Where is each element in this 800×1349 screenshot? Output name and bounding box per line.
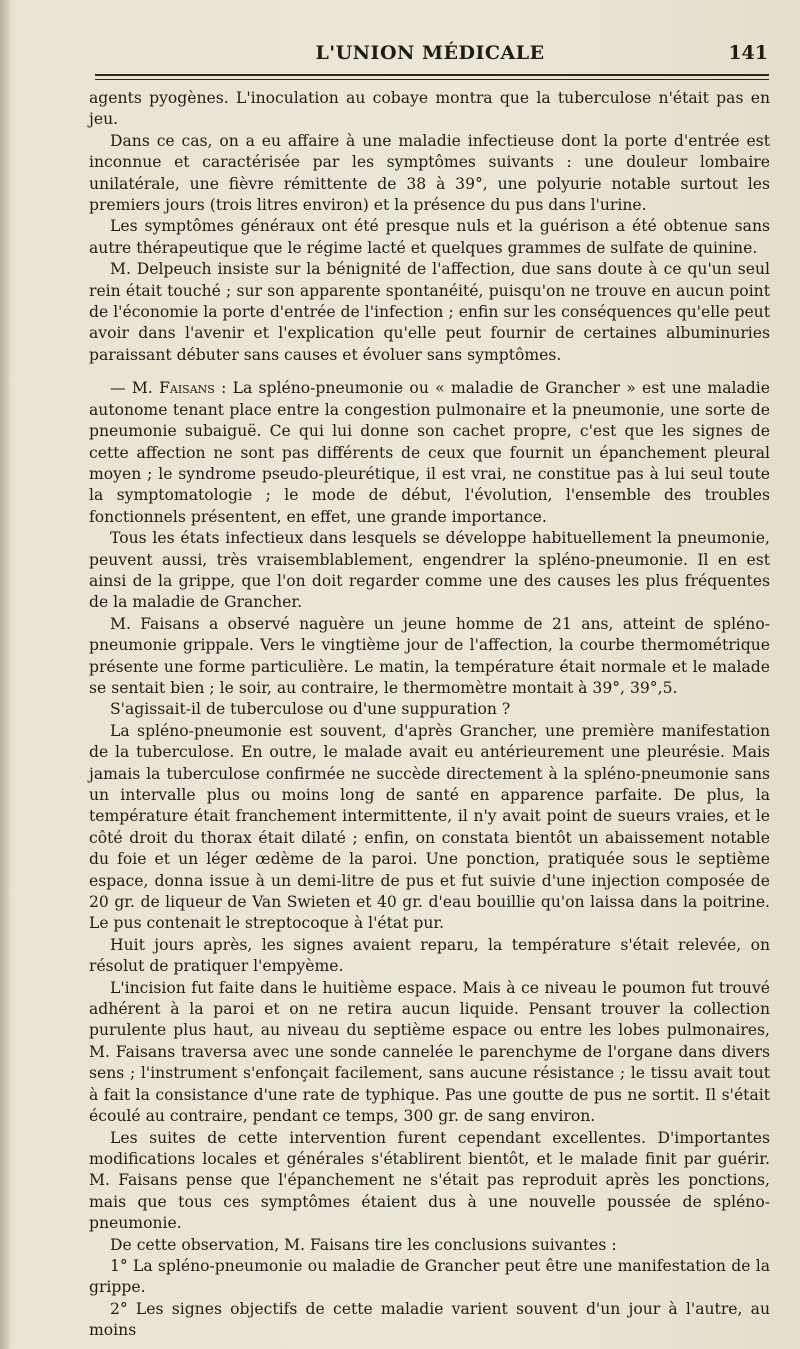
paragraph: Tous les états infectieux dans lesquels se développe habituellement la pneumonie, peuvent aussi, très vraisemblablement, engendrer la spléno-pneumonie. Il en est ainsi de la grippe, que l'on doit regarder comme une des causes les plus fréquentes de la maladie de Grancher. [89, 529, 770, 612]
paragraph: M. Delpeuch insiste sur la bénignité de l'affection, due sans doute à ce qu'un seul rein était touché ; sur son apparente spontanéité, puisqu'on ne trouve en aucun point de l'économie la porte d'entrée de l'infection ; enfin sur les conséquences qu'elle peut avoir dans l'avenir et l'explication qu'elle peut fournir de certaines albuminuries paraissant débuter sans causes et évoluer sans symptômes. [89, 260, 770, 364]
header-rule-thin [95, 79, 769, 80]
dash-lead: — M. [110, 379, 160, 398]
conclusion-item: 1° La spléno-pneumonie ou maladie de Grancher peut être une manifestation de la grippe. [89, 1256, 770, 1297]
paragraph: La spléno-pneumonie est souvent, d'après Grancher, une première manifestation de la tuberculose. En outre, le malade avait eu antérieurement une pleurésie. Mais jamais la tuberculose confirmée ne succède directement à la spléno-pneumonie sans un intervalle plus ou moins long de santé en apparence parfaite. De plus, la température était franchement intermittente, il n'y avait point de sueurs vraies, et le côté droit du thorax était dilaté ; enfin, on constata bientôt un abaissement notable du foie et un léger œdème de la paroi. Une ponction, pratiquée sous le septième espace, donna issue à un demi-litre de pus et fut suivie d'une injection composée de 20 gr. de liqueur de Van Swieten et 40 gr. d'eau bouillie qu'on laissa dans la poitrine. Le pus contenait le streptocoque à l'état pur. [89, 721, 770, 933]
page-binding-edge [0, 0, 9, 1349]
speaker-name: Faisans [159, 379, 215, 398]
paragraph: Huit jours après, les signes avaient reparu, la température s'était relevée, on résolut de pratiquer l'empyème. [89, 935, 770, 976]
paragraph: L'incision fut faite dans le huitième espace. Mais à ce niveau le poumon fut trouvé adhérent à la paroi et on ne retira aucun liquide. Pensant trouver la collection purulente plus haut, au niveau du septième espace ou entre les lobes pulmonaires, M. Faisans traversa avec une sonde cannelée le parenchyme de l'organe dans divers sens ; l'instrument s'enfonçait facilement, sans aucune résistance ; le tissu avait tout à fait la consistance d'une rate de typhique. Pas une goutte de pus ne sortit. Il s'était écoulé au contraire, pendant ce temps, 300 gr. de sang environ. [89, 978, 770, 1126]
paragraph: Les suites de cette intervention furent cependant excellentes. D'importantes modifications locales et générales s'établirent bientôt, et le malade finit par guérir. M. Faisans pense que l'épanchement ne s'était pas reproduit après les ponctions, mais que tous ces symptômes étaient dus à une nouvelle poussée de spléno-pneumonie. [89, 1128, 770, 1233]
body-text [89, 88, 770, 1342]
paragraph: agents pyogènes. L'inoculation au cobaye montra que la tuberculose n'était pas en jeu. [89, 89, 770, 129]
conclusion-item: 2° Les signes objectifs de cette maladie varient souvent d'un jour à l'autre, au moins [89, 1299, 770, 1340]
paragraph: Les symptômes généraux ont été presque nuls et la guérison a été obtenue sans autre thérapeutique que le régime lacté et quelques grammes de sulfate de quinine. [89, 217, 770, 257]
page-number: 141 [728, 42, 768, 64]
running-title: L'UNION MÉDICALE [315, 42, 545, 64]
paragraph-faisans-intro [89, 378, 770, 528]
paragraph: S'agissait-il de tuberculose ou d'une suppuration ? [110, 700, 511, 719]
paragraph: Dans ce cas, on a eu affaire à une maladie infectieuse dont la porte d'entrée est inconnue et caractérisée par les symptômes suivants : une douleur lombaire unilatérale, une fièvre rémittente de 38 à 39°, une polyurie notable surtout les premiers jours (trois litres environ) et la présence du pus dans l'urine. [89, 131, 770, 215]
paragraph-text: : La spléno-pneumonie ou « maladie de Grancher » est une maladie autonome tenant place entre la congestion pulmonaire et la pneumonie, une sorte de pneumonie subaiguë. Ce qui lui donne son cachet propre, c'est que les signes de cette affection ne sont pas différents de ceux que fournit un épanchement pleural moyen ; le syndrome pseudo-pleurétique, il est vrai, ne constitue pas à lui seul toute la symptomatologie ; le mode de début, l'évolution, l'ensemble des troubles fonctionnels présentent, en effet, une grande importance. [89, 379, 770, 526]
paragraph: De cette observation, M. Faisans tire les conclusions suivantes : [110, 1235, 617, 1254]
header-rule [95, 74, 769, 76]
page-header [90, 40, 770, 70]
paragraph: M. Faisans a observé naguère un jeune homme de 21 ans, atteint de spléno-pneumonie grippale. Vers le vingtième jour de l'affection, la courbe thermométrique présente une forme particulière. Le matin, la température était normale et le malade se sentait bien ; le soir, au contraire, le thermomètre montait à 39°, 39°,5. [89, 614, 770, 697]
